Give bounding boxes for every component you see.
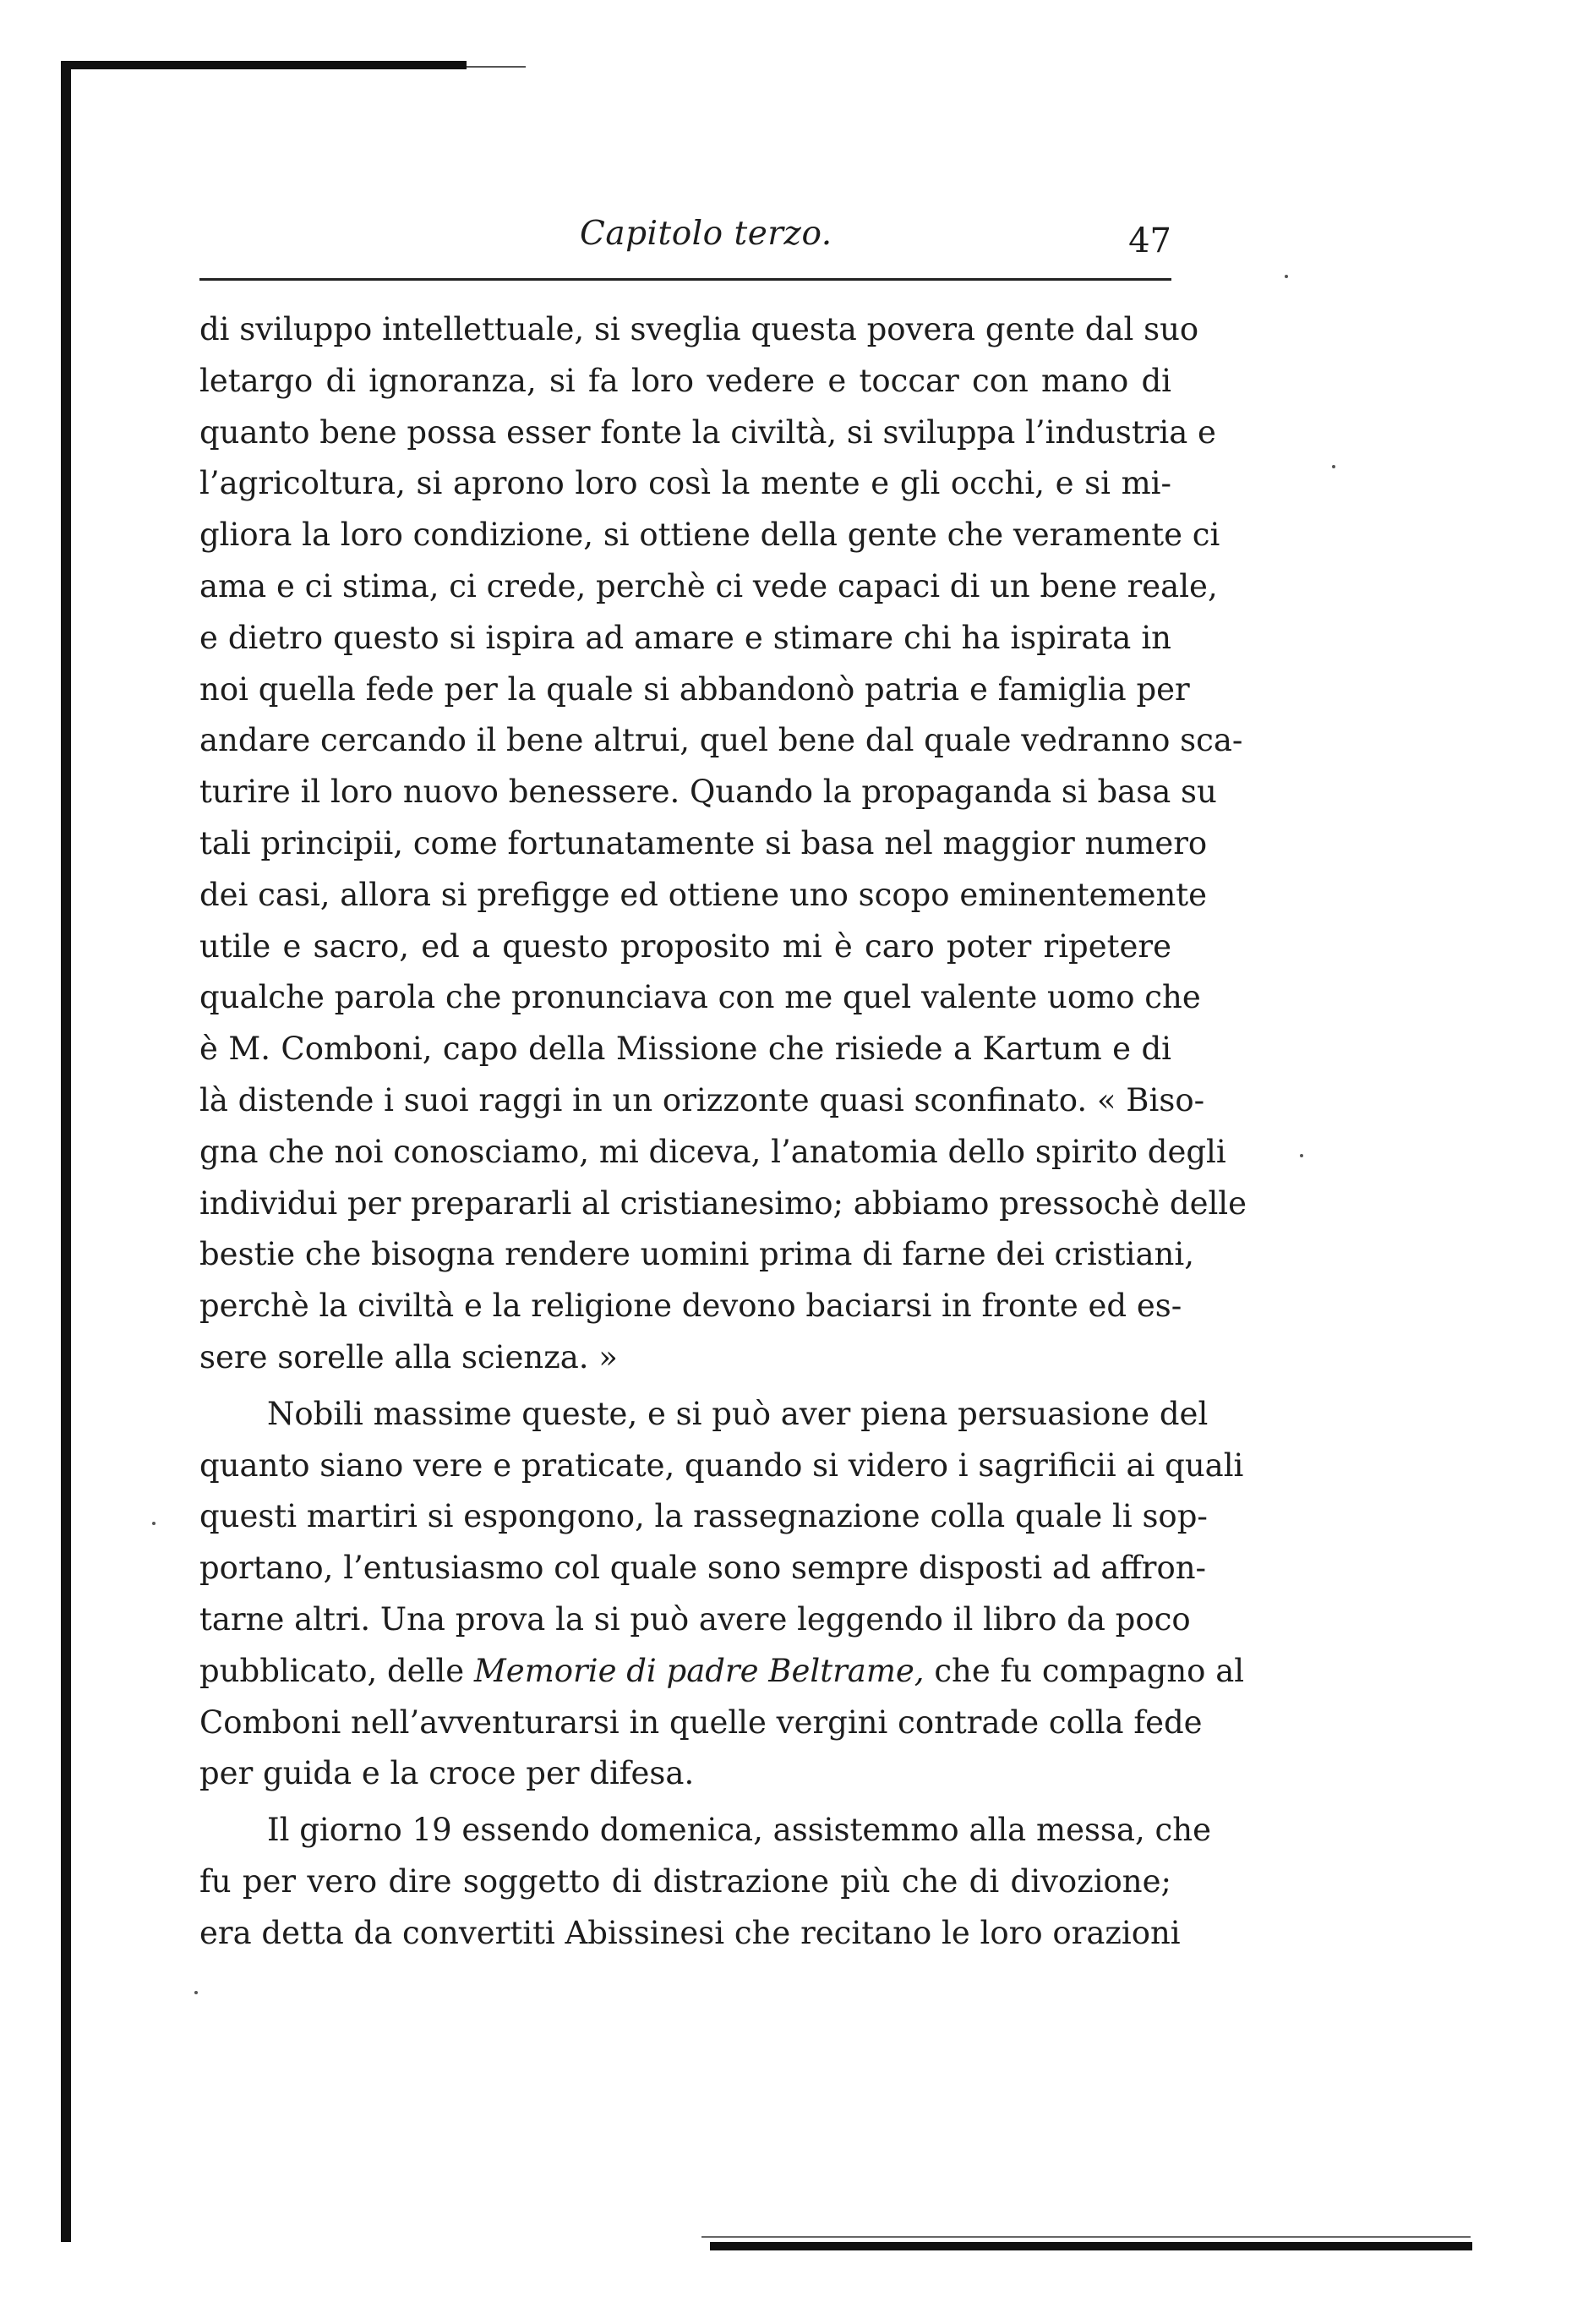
text-run: che fu compagno al bbox=[924, 1652, 1245, 1689]
paragraph-3 bbox=[199, 1805, 1211, 1959]
scan-speck bbox=[194, 1991, 198, 1994]
paragraph-1 bbox=[199, 304, 1247, 1384]
text-line: andare cercando il bene altrui, quel bene dal quale vedranno sca- bbox=[199, 722, 1243, 759]
text-line: portano, l’entusiasmo col quale sono sempre disposti ad affron- bbox=[199, 1550, 1207, 1587]
scan-border-bottom-thin bbox=[701, 2236, 1471, 2238]
text-line: bestie che bisogna rendere uomini prima di farne dei cristiani, bbox=[199, 1236, 1194, 1273]
scan-border-left bbox=[61, 61, 71, 2242]
text-line: di sviluppo intellettuale, si sveglia questa povera gente dal suo bbox=[199, 311, 1199, 347]
text-line: quanto bene possa esser fonte la civiltà, si sviluppa l’industria e bbox=[199, 413, 1216, 451]
text-line: noi quella fede per la quale si abbandonò patria e famiglia per bbox=[199, 670, 1190, 708]
text-line: Nobili massime queste, e si può aver piena persuasione del bbox=[267, 1395, 1209, 1432]
text-line: Il giorno 19 essendo domenica, assistemmo alla messa, che bbox=[267, 1812, 1211, 1849]
text-line: tali principii, come fortunatamente si basa nel maggior numero bbox=[199, 824, 1208, 861]
body-text bbox=[199, 304, 1247, 1960]
text-line: qualche parola che pronunciava con me quel valente uomo che bbox=[199, 979, 1201, 1016]
text-line: dei casi, allora si prefigge ed ottiene uno scopo eminentemente bbox=[199, 876, 1208, 913]
text-line: fu per vero dire soggetto di distrazione più che di divozione; bbox=[199, 1862, 1171, 1900]
scan-speck bbox=[1285, 275, 1288, 278]
text-line: perchè la civiltà e la religione devono baciarsi in fronte ed es- bbox=[199, 1288, 1182, 1325]
text-line: ama e ci stima, ci crede, perchè ci vede capaci di un bene reale, bbox=[199, 567, 1218, 604]
text-line: e dietro questo si ispira ad amare e stimare chi ha ispirata in bbox=[199, 619, 1171, 656]
text-line: quanto siano vere e praticate, quando si videro i sagrificii ai quali bbox=[199, 1446, 1244, 1484]
text-line: per guida e la croce per difesa. bbox=[199, 1755, 695, 1792]
scan-border-top-thin bbox=[467, 66, 526, 68]
book-title: Memorie di padre Beltrame, bbox=[473, 1652, 925, 1689]
paragraph-2 bbox=[199, 1389, 1245, 1800]
page-number: 47 bbox=[1128, 221, 1171, 260]
text-line: gliora la loro condizione, si ottiene della gente che veramente ci bbox=[199, 517, 1220, 554]
text-line: è M. Comboni, capo della Missione che risiede a Kartum e di bbox=[199, 1031, 1171, 1068]
running-title: Capitolo terzo. bbox=[580, 215, 832, 253]
text-line: questi martiri si espongono, la rassegnazione colla quale li sop- bbox=[199, 1498, 1208, 1535]
text-line: letargo di ignoranza, si fa loro vedere e toccar con mano di bbox=[199, 362, 1171, 399]
text-line: l’agricoltura, si aprono loro così la mente e gli occhi, e si mi- bbox=[199, 465, 1171, 502]
scan-speck bbox=[1332, 465, 1335, 468]
text-line: tarne altri. Una prova la si può avere leggendo il libro da poco bbox=[199, 1600, 1191, 1638]
scan-speck bbox=[152, 1522, 156, 1525]
scan-border-bottom bbox=[710, 2242, 1472, 2250]
text-line: era detta da convertiti Abissinesi che recitano le loro orazioni bbox=[199, 1914, 1181, 1951]
text-run: pubblicato, delle bbox=[199, 1652, 474, 1689]
header-rule bbox=[199, 278, 1171, 281]
scan-border-top bbox=[61, 61, 467, 69]
page-header bbox=[199, 215, 1171, 274]
text-line: Comboni nell’avventurarsi in quelle vergini contrade colla fede bbox=[199, 1703, 1203, 1741]
text-line: individui per prepararli al cristianesimo; abbiamo pressochè delle bbox=[199, 1184, 1247, 1222]
text-line: sere sorelle alla scienza. » bbox=[199, 1338, 618, 1375]
text-line: gna che noi conosciamo, mi diceva, l’anatomia dello spirito degli bbox=[199, 1133, 1226, 1170]
text-line: là distende i suoi raggi in un orizzonte quasi sconfinato. « Biso- bbox=[199, 1081, 1205, 1118]
text-line-mixed bbox=[199, 1646, 1245, 1698]
text-line: turire il loro nuovo benessere. Quando la propaganda si basa su bbox=[199, 774, 1217, 811]
scan-speck bbox=[1300, 1154, 1303, 1157]
text-line: utile e sacro, ed a questo proposito mi è caro poter ripetere bbox=[199, 927, 1171, 965]
